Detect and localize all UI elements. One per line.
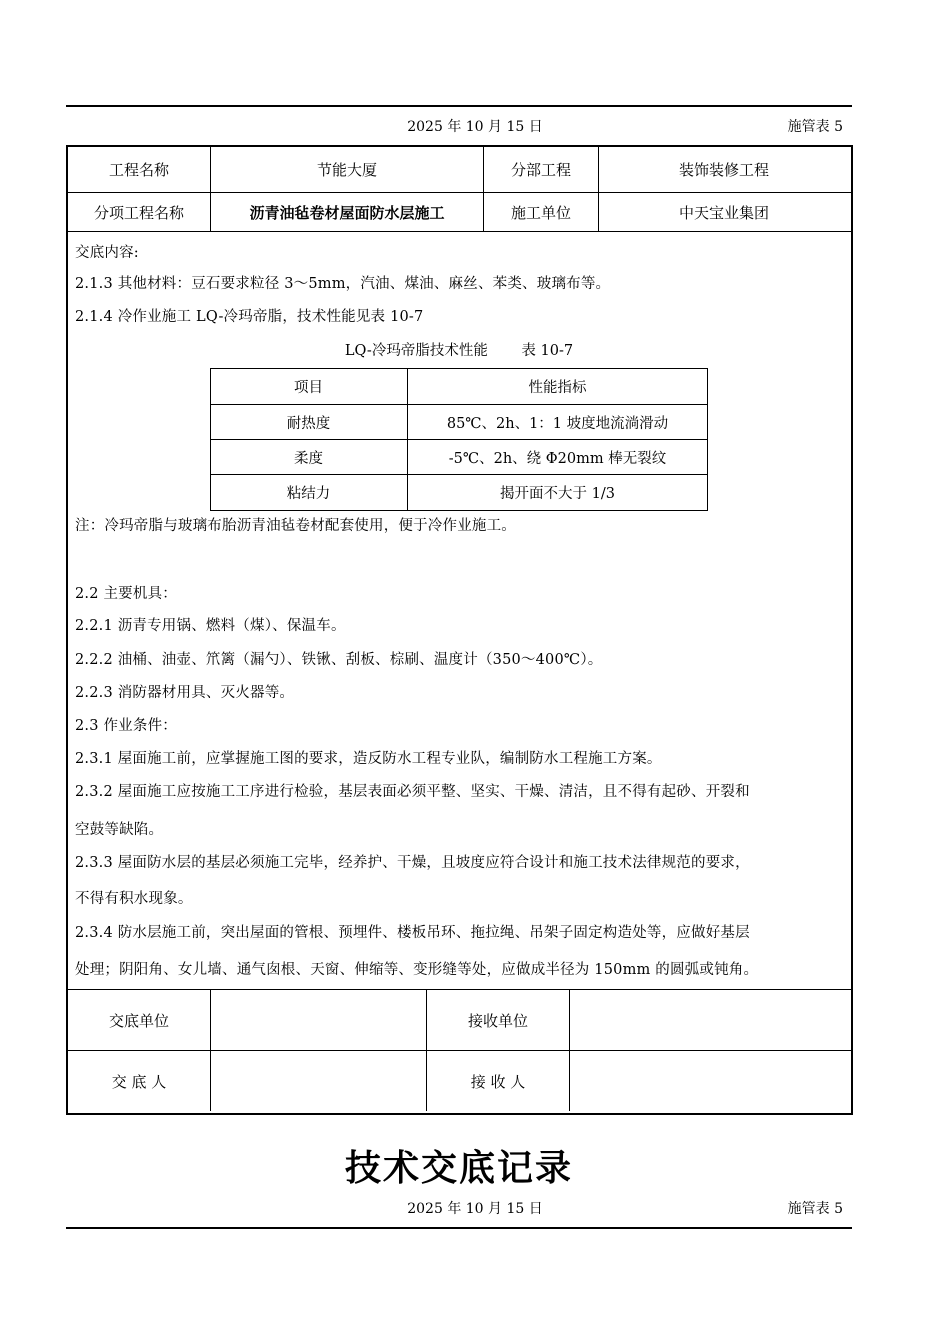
contractor-label: 施工单位 [510, 203, 571, 222]
spec-table-row [211, 404, 707, 440]
spec-cell-value: 85℃、2h、1：1 坡度地流淌滑动 [407, 405, 707, 440]
paragraph-2-3-1: 2.3.1 屋面施工前，应掌握施工图的要求，造反防水工程专业队，编制防水工程施工方案。 [75, 751, 662, 767]
header-date: 2025 年 10 月 15 日 [407, 119, 543, 135]
division-value: 装饰装修工程 [678, 161, 769, 179]
paragraph-2-2: 2.2 主要机具： [75, 586, 177, 602]
issuer-unit-field[interactable] [211, 990, 426, 1050]
paragraph-2-3-2-line-2: 空鼓等缺陷。 [75, 822, 164, 838]
paragraph-2-3-4-line-1: 2.3.4 防水层施工前，突出屋面的管根、预埋件、楼板吊环、拖拉绳、吊架子固定构造处等，应做好基层 [75, 925, 750, 941]
spec-table-header [211, 369, 707, 404]
footer-date: 2025 年 10 月 15 日 [407, 1201, 543, 1217]
spec-cell-value: 揭开面不大于 1/3 [407, 475, 707, 510]
paragraph-2-3: 2.3 作业条件： [75, 718, 177, 734]
spec-table-caption: LQ-冷玛帝脂技术性能 表 10-7 [344, 343, 574, 359]
issuer-field[interactable] [211, 1051, 426, 1111]
spec-cell-value: -5℃、2h、绕 Φ20mm 棒无裂纹 [407, 440, 707, 475]
contractor-value: 中天宝业集团 [678, 203, 769, 222]
receiver-label: 接 收 人 [470, 1072, 526, 1091]
paragraph-2-2-1: 2.2.1 沥青专用锅、燃料（煤）、保温车。 [75, 618, 346, 634]
top-rule [66, 105, 852, 107]
receiver-unit-label: 接收单位 [467, 1011, 528, 1030]
paragraph-2-1-3: 2.1.3 其他材料：豆石要求粒径 3～5mm，汽油、煤油、麻丝、苯类、玻璃布等。 [75, 276, 611, 292]
spec-header-index: 性能指标 [407, 369, 707, 404]
spec-cell-item: 柔度 [294, 451, 323, 467]
paragraph-2-3-3-line-2: 不得有积水现象。 [75, 891, 193, 907]
receiver-field[interactable] [570, 1051, 849, 1111]
receiver-unit-field[interactable] [570, 990, 849, 1050]
paragraph-2-3-3-line-1: 2.3.3 屋面防水层的基层必须施工完毕，经养护、干燥，且坡度应符合设计和施工技术法律规范的要求， [75, 855, 750, 871]
paragraph-2-2-2: 2.2.2 油桶、油壶、笊篱（漏勺）、铁锹、刮板、棕刷、温度计（350～400℃）。 [75, 652, 603, 668]
spec-cell-item: 粘结力 [286, 486, 331, 502]
bottom-rule [66, 1227, 852, 1229]
document-title: 技术交底记录 [344, 1148, 573, 1189]
header-form-number: 施管表 5 [787, 119, 843, 135]
spec-table-row [211, 439, 707, 475]
paragraph-2-3-4-line-2: 处理；阴阳角、女儿墙、通气囱根、天窗、伸缩等、变形缝等处，应做成半径为 150mm 的圆弧或钝角。 [75, 962, 759, 978]
paragraph-2-1-4: 2.1.4 冷作业施工 LQ-冷玛帝脂，技术性能见表 10-7 [75, 309, 424, 325]
issuer-label: 交 底 人 [111, 1072, 167, 1091]
spec-note: 注：冷玛帝脂与玻璃布胎沥青油毡卷材配套使用，便于冷作业施工。 [75, 518, 516, 534]
footer-form-number: 施管表 5 [787, 1201, 843, 1217]
project-name-label: 工程名称 [108, 161, 169, 179]
project-name-value: 节能大厦 [316, 161, 377, 179]
issuer-unit-label: 交底单位 [108, 1011, 169, 1030]
spec-table [210, 368, 708, 511]
spec-header-item: 项目 [294, 380, 323, 396]
subitem-label: 分项工程名称 [93, 203, 184, 222]
paragraph-2-2-3: 2.2.3 消防器材用具、灭火器等。 [75, 685, 295, 701]
subitem-value: 沥青油毡卷材屋面防水层施工 [249, 203, 445, 222]
content-heading: 交底内容: [75, 245, 139, 261]
info-bottom-divider [66, 231, 851, 232]
spec-cell-item: 耐热度 [286, 416, 331, 432]
paragraph-2-3-2-line-1: 2.3.2 屋面施工应按施工工序进行检验，基层表面必须平整、坚实、干燥、清洁，且不得有起砂、开裂和 [75, 784, 750, 800]
division-label: 分部工程 [510, 161, 571, 179]
spec-table-row [211, 474, 707, 510]
